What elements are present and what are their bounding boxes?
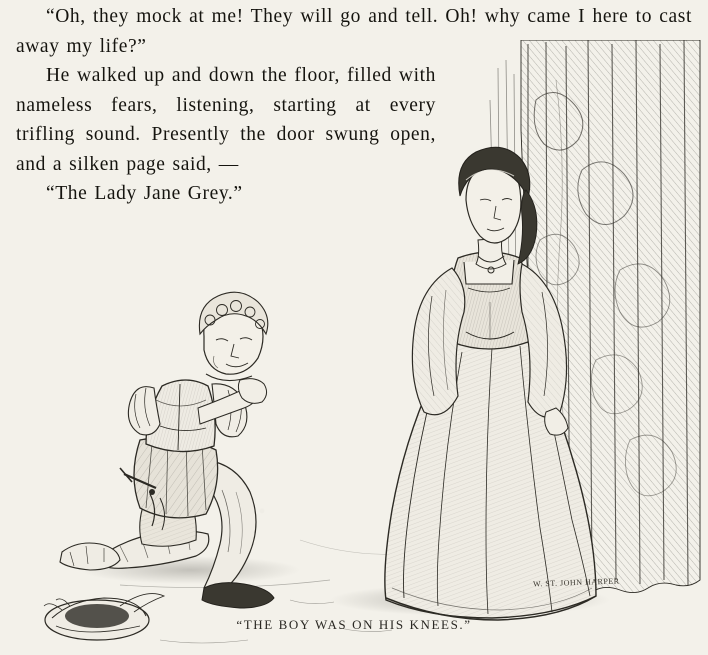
figure-kneeling-boy (60, 292, 274, 608)
paragraph-he-walked: He walked up and down the floor, filled with nameless fears, listening, starting at every trifling sound. Presently the door swung open, and a silken page said, — (16, 65, 436, 175)
illustration-caption: “THE BOY WAS ON HIS KNEES.” (236, 617, 472, 632)
artist-signature: W. ST. JOHN HARPER (532, 576, 620, 589)
paragraph-quote-oh-they-mock: “Oh, they mock at me! They will go and tell. Oh! why came I here to cast away my life?” (16, 6, 692, 57)
engraving-illustration (0, 40, 708, 655)
paragraph-lady-jane-grey: “The Lady Jane Grey.” (46, 183, 243, 204)
